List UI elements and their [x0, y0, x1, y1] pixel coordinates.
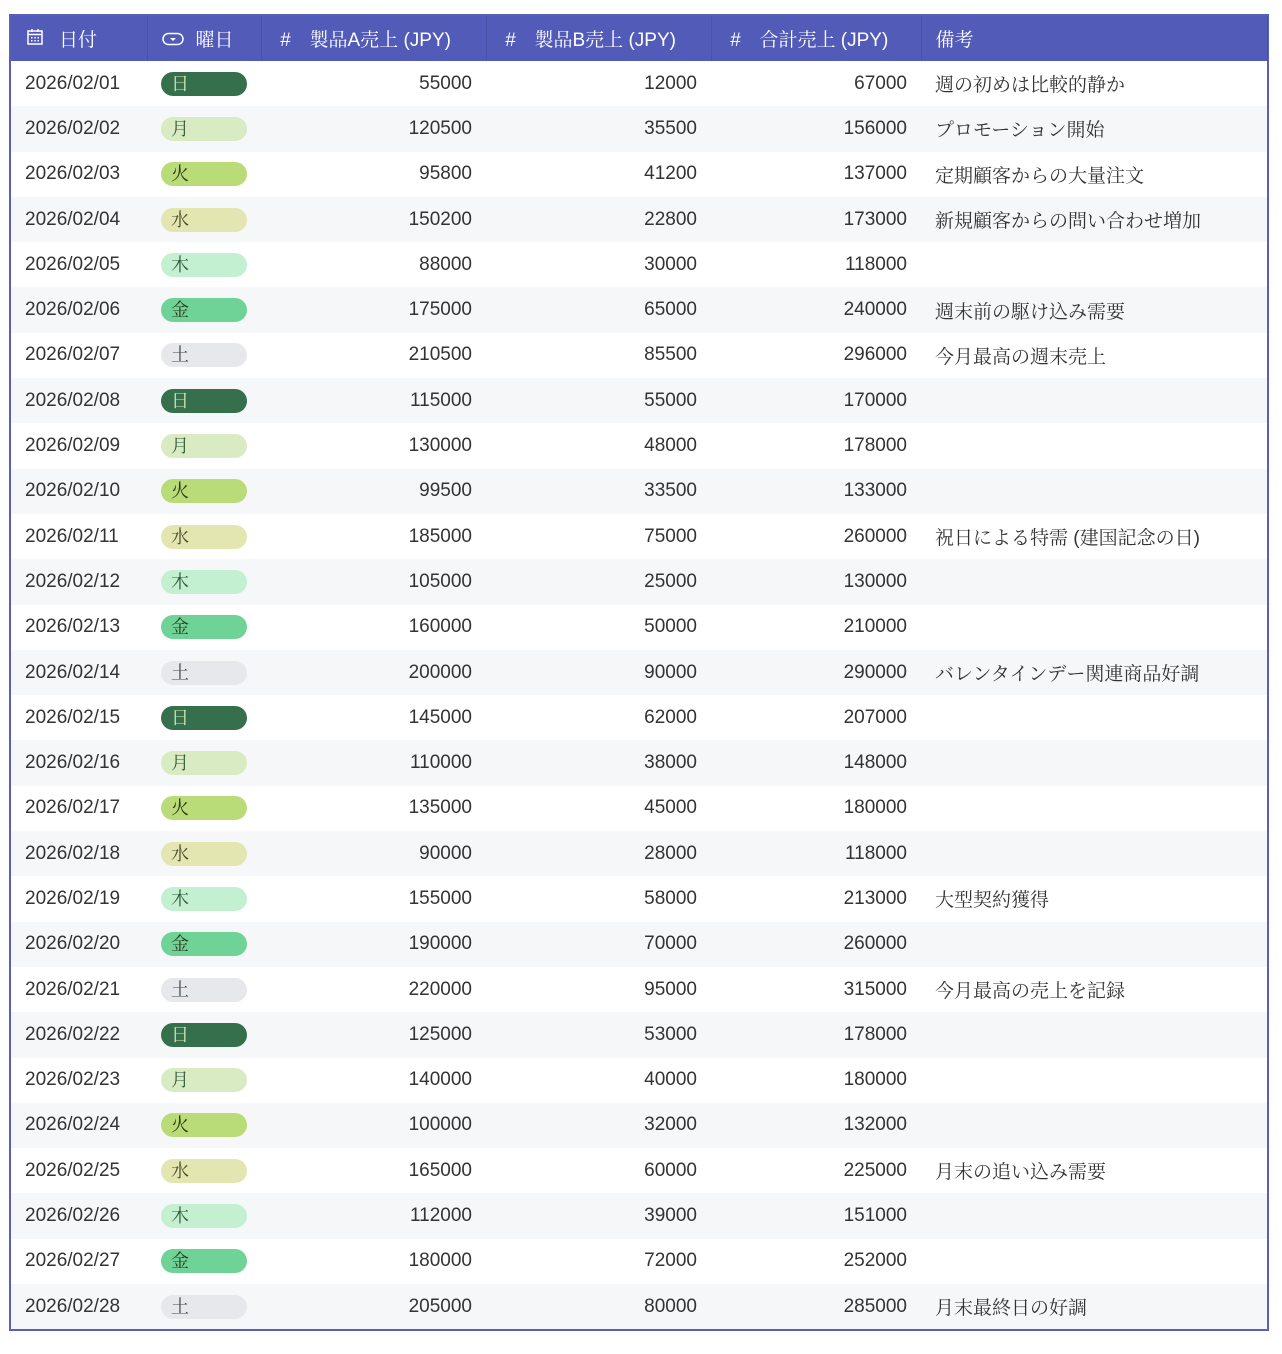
cell-day[interactable] — [147, 1284, 261, 1329]
table-body — [11, 61, 1267, 1329]
cell-product-a[interactable]: 150200 — [261, 197, 486, 242]
cell-date[interactable]: 2026/02/02 — [11, 106, 147, 151]
day-tag: 日 — [161, 706, 247, 730]
cell-total[interactable]: 148000 — [711, 740, 921, 785]
cell-note[interactable]: 今月最高の売上を記録 — [935, 981, 1126, 1003]
table-row — [11, 1058, 1267, 1103]
column-header-total[interactable] — [711, 16, 921, 61]
cell-date[interactable]: 2026/02/27 — [25, 1250, 121, 1272]
header-row — [11, 16, 1267, 61]
cell-date[interactable]: 2026/02/15 — [25, 706, 121, 728]
cell-total[interactable]: 240000 — [711, 287, 921, 332]
cell-day[interactable] — [147, 287, 261, 332]
day-tag: 日 — [161, 1023, 247, 1047]
cell-date[interactable]: 2026/02/14 — [11, 650, 147, 695]
day-tag: 木 — [161, 1204, 247, 1228]
cell-product-b[interactable]: 45000 — [644, 797, 697, 819]
cell-date[interactable]: 2026/02/19 — [25, 887, 121, 909]
cell-product-a[interactable]: 180000 — [408, 1250, 472, 1272]
cell-product-a[interactable]: 135000 — [408, 797, 472, 819]
hash-icon: # — [280, 29, 291, 51]
cell-product-a[interactable]: 190000 — [261, 922, 486, 967]
cell-day[interactable] — [147, 378, 261, 423]
day-tag: 火 — [161, 796, 247, 820]
cell-note[interactable] — [921, 831, 1267, 876]
column-header-date[interactable] — [11, 16, 147, 61]
cell-product-a[interactable]: 160000 — [408, 616, 472, 638]
cell-note[interactable]: 月末の追い込み需要 — [935, 1162, 1107, 1184]
table-row — [11, 469, 1267, 514]
cell-product-b[interactable]: 62000 — [644, 706, 697, 728]
cell-note[interactable]: 祝日による特需 (建国記念の日) — [935, 528, 1200, 550]
table-row — [11, 378, 1267, 423]
cell-note[interactable] — [921, 1058, 1267, 1103]
cell-date[interactable]: 2026/02/20 — [11, 922, 147, 967]
cell-note[interactable]: 定期顧客からの大量注文 — [935, 165, 1145, 187]
cell-product-a[interactable]: 210500 — [408, 344, 472, 366]
cell-product-b[interactable]: 70000 — [486, 922, 711, 967]
table-row — [11, 197, 1267, 242]
cell-total[interactable]: 173000 — [711, 197, 921, 242]
cell-product-a[interactable]: 88000 — [419, 253, 472, 275]
cell-date[interactable]: 2026/02/28 — [11, 1284, 147, 1329]
cell-day[interactable] — [147, 786, 261, 831]
table-row — [11, 650, 1267, 695]
cell-day[interactable] — [147, 514, 261, 559]
cell-total[interactable]: 213000 — [843, 887, 907, 909]
day-tag: 土 — [161, 1295, 247, 1319]
column-header-label: 曜日 — [195, 30, 234, 51]
day-tag: 月 — [161, 117, 247, 141]
table-row — [11, 152, 1267, 197]
cell-product-b[interactable]: 32000 — [486, 1103, 711, 1148]
table-row — [11, 1148, 1267, 1193]
cell-day[interactable] — [147, 152, 261, 197]
cell-date[interactable]: 2026/02/08 — [11, 378, 147, 423]
cell-total[interactable]: 260000 — [711, 922, 921, 967]
column-header-label: 製品A売上 (JPY) — [309, 30, 451, 51]
cell-note[interactable] — [921, 1193, 1267, 1238]
day-tag: 水 — [161, 842, 247, 866]
cell-day[interactable] — [147, 967, 261, 1012]
cell-note[interactable] — [921, 469, 1267, 514]
table-row — [11, 922, 1267, 967]
cell-date[interactable]: 2026/02/18 — [11, 831, 147, 876]
cell-day[interactable] — [147, 1239, 261, 1284]
cell-note[interactable] — [921, 423, 1267, 468]
cell-product-b[interactable]: 53000 — [486, 1012, 711, 1057]
hash-icon: # — [505, 29, 516, 51]
cell-date[interactable]: 2026/02/03 — [25, 163, 121, 185]
cell-day[interactable] — [147, 106, 261, 151]
table-row — [11, 1103, 1267, 1148]
day-tag: 木 — [161, 570, 247, 594]
cell-day[interactable] — [147, 1103, 261, 1148]
cell-day[interactable] — [147, 922, 261, 967]
cell-product-b[interactable]: 50000 — [644, 616, 697, 638]
cell-note[interactable] — [921, 378, 1267, 423]
table-row — [11, 967, 1267, 1012]
cell-note[interactable]: 月末最終日の好調 — [921, 1284, 1267, 1329]
column-header-product-b[interactable] — [486, 16, 711, 61]
day-tag: 金 — [161, 298, 247, 322]
cell-product-a[interactable]: 175000 — [261, 287, 486, 332]
cell-total[interactable]: 225000 — [843, 1159, 907, 1181]
cell-day[interactable] — [147, 740, 261, 785]
cell-day[interactable] — [147, 333, 261, 378]
column-header-product-a[interactable] — [261, 16, 486, 61]
day-tag: 土 — [161, 661, 247, 685]
cell-product-b[interactable]: 85500 — [644, 344, 697, 366]
cell-product-b[interactable]: 48000 — [644, 435, 697, 457]
column-header-label: 合計売上 (JPY) — [759, 30, 889, 51]
cell-product-b[interactable]: 25000 — [486, 559, 711, 604]
cell-date[interactable]: 2026/02/11 — [25, 525, 119, 547]
table-row — [11, 333, 1267, 378]
cell-product-b[interactable]: 41200 — [644, 163, 697, 185]
cell-product-a[interactable]: 165000 — [408, 1159, 472, 1181]
table-row — [11, 695, 1267, 740]
cell-total[interactable]: 130000 — [711, 559, 921, 604]
sales-table — [11, 16, 1268, 1329]
cell-day[interactable] — [147, 423, 261, 468]
table-row — [11, 287, 1267, 332]
day-tag: 火 — [161, 162, 247, 186]
cell-date[interactable]: 2026/02/26 — [11, 1193, 147, 1238]
cell-date[interactable]: 2026/02/01 — [25, 72, 121, 94]
table-row — [11, 1239, 1267, 1284]
day-tag: 日 — [161, 72, 247, 96]
cell-total[interactable]: 151000 — [711, 1193, 921, 1238]
cell-product-a[interactable]: 140000 — [408, 1069, 472, 1091]
cell-product-b[interactable]: 75000 — [644, 525, 697, 547]
cell-date[interactable]: 2026/02/22 — [11, 1012, 147, 1057]
cell-product-b[interactable]: 65000 — [486, 287, 711, 332]
cell-product-a[interactable]: 99500 — [261, 469, 486, 514]
cell-total[interactable]: 180000 — [843, 797, 907, 819]
cell-total[interactable]: 137000 — [843, 163, 907, 185]
day-tag: 金 — [161, 615, 247, 639]
calendar-icon — [25, 28, 45, 52]
cell-product-b[interactable]: 35500 — [486, 106, 711, 151]
cell-note[interactable]: 大型契約獲得 — [935, 890, 1050, 912]
table-row — [11, 876, 1267, 921]
table-row — [11, 786, 1267, 831]
cell-day[interactable] — [147, 605, 261, 650]
cell-product-b[interactable]: 33500 — [486, 469, 711, 514]
cell-date[interactable]: 2026/02/04 — [11, 197, 147, 242]
cell-product-a[interactable]: 100000 — [261, 1103, 486, 1148]
day-tag: 木 — [161, 253, 247, 277]
cell-total[interactable]: 178000 — [843, 435, 907, 457]
cell-date[interactable]: 2026/02/12 — [11, 559, 147, 604]
cell-day[interactable] — [147, 197, 261, 242]
column-header-label: 製品B売上 (JPY) — [534, 30, 676, 51]
select-icon — [162, 30, 182, 52]
cell-date[interactable]: 2026/02/10 — [11, 469, 147, 514]
cell-note[interactable] — [921, 786, 1267, 831]
table-row — [11, 423, 1267, 468]
cell-day[interactable] — [147, 242, 261, 287]
table-row — [11, 740, 1267, 785]
cell-day[interactable] — [147, 61, 261, 106]
day-tag: 月 — [161, 434, 247, 458]
cell-day[interactable] — [147, 695, 261, 740]
day-tag: 水 — [161, 525, 247, 549]
cell-date[interactable]: 2026/02/16 — [11, 740, 147, 785]
cell-product-b[interactable]: 28000 — [486, 831, 711, 876]
cell-total[interactable]: 210000 — [843, 616, 907, 638]
cell-product-b[interactable]: 60000 — [644, 1159, 697, 1181]
cell-date[interactable]: 2026/02/05 — [25, 253, 121, 275]
cell-product-a[interactable]: 120500 — [261, 106, 486, 151]
table-row — [11, 1012, 1267, 1057]
table-row — [11, 831, 1267, 876]
cell-note[interactable]: 今月最高の週末売上 — [935, 346, 1107, 368]
cell-product-a[interactable]: 110000 — [261, 740, 486, 785]
cell-note[interactable] — [921, 1239, 1267, 1284]
cell-total[interactable]: 207000 — [843, 706, 907, 728]
cell-total[interactable]: 133000 — [711, 469, 921, 514]
cell-product-b[interactable]: 90000 — [486, 650, 711, 695]
cell-product-a[interactable]: 95800 — [419, 163, 472, 185]
cell-product-b[interactable]: 95000 — [644, 978, 697, 1000]
cell-date[interactable]: 2026/02/17 — [25, 797, 121, 819]
cell-total[interactable]: 118000 — [845, 253, 907, 275]
cell-total[interactable]: 290000 — [711, 650, 921, 695]
cell-day[interactable] — [147, 559, 261, 604]
day-tag: 水 — [161, 1159, 247, 1183]
cell-total[interactable]: 132000 — [711, 1103, 921, 1148]
table-row — [11, 1284, 1267, 1329]
cell-total[interactable]: 285000 — [711, 1284, 921, 1329]
cell-total[interactable]: 260000 — [843, 525, 907, 547]
table-row — [11, 106, 1267, 151]
cell-date[interactable]: 2026/02/07 — [25, 344, 121, 366]
cell-date[interactable]: 2026/02/06 — [11, 287, 147, 332]
cell-date[interactable]: 2026/02/13 — [25, 616, 121, 638]
cell-date[interactable]: 2026/02/21 — [25, 978, 121, 1000]
cell-product-b[interactable]: 12000 — [644, 72, 697, 94]
cell-product-a[interactable]: 90000 — [261, 831, 486, 876]
cell-note[interactable] — [921, 559, 1267, 604]
cell-product-a[interactable]: 125000 — [261, 1012, 486, 1057]
cell-note[interactable] — [921, 242, 1267, 287]
day-tag: 月 — [161, 1068, 247, 1092]
column-header-day[interactable] — [147, 16, 261, 61]
day-tag: 土 — [161, 978, 247, 1002]
cell-date[interactable]: 2026/02/24 — [11, 1103, 147, 1148]
cell-product-a[interactable]: 55000 — [419, 72, 472, 94]
cell-product-b[interactable]: 30000 — [644, 253, 697, 275]
cell-note[interactable]: 週の初めは比較的静か — [935, 75, 1126, 97]
cell-total[interactable]: 178000 — [711, 1012, 921, 1057]
column-header-label: 備考 — [935, 30, 974, 51]
cell-product-a[interactable]: 115000 — [261, 378, 486, 423]
column-header-label: 日付 — [59, 29, 98, 51]
cell-product-a[interactable]: 200000 — [261, 650, 486, 695]
cell-note[interactable] — [921, 740, 1267, 785]
cell-date[interactable]: 2026/02/23 — [25, 1069, 121, 1091]
cell-day[interactable] — [147, 831, 261, 876]
cell-product-a[interactable]: 112000 — [261, 1193, 486, 1238]
cell-product-a[interactable]: 205000 — [261, 1284, 486, 1329]
cell-total[interactable]: 156000 — [711, 106, 921, 151]
day-tag: 金 — [161, 932, 247, 956]
cell-product-a[interactable]: 130000 — [408, 435, 472, 457]
table-row — [11, 559, 1267, 604]
cell-product-b[interactable]: 40000 — [644, 1069, 697, 1091]
cell-product-b[interactable]: 39000 — [486, 1193, 711, 1238]
cell-total[interactable]: 296000 — [843, 344, 907, 366]
cell-note[interactable] — [921, 1103, 1267, 1148]
day-tag: 水 — [161, 208, 247, 232]
cell-total[interactable]: 67000 — [854, 72, 907, 94]
table-row — [11, 605, 1267, 650]
day-tag: 金 — [161, 1249, 247, 1273]
cell-date[interactable]: 2026/02/09 — [25, 435, 121, 457]
cell-product-b[interactable]: 22800 — [486, 197, 711, 242]
cell-product-b[interactable]: 80000 — [486, 1284, 711, 1329]
cell-product-b[interactable]: 58000 — [644, 887, 697, 909]
day-tag: 土 — [161, 343, 247, 367]
cell-day[interactable] — [147, 876, 261, 921]
day-tag: 月 — [161, 751, 247, 775]
cell-total[interactable]: 118000 — [711, 831, 921, 876]
cell-product-b[interactable]: 55000 — [486, 378, 711, 423]
column-header-notes[interactable] — [921, 16, 1267, 61]
cell-day[interactable] — [147, 1148, 261, 1193]
cell-total[interactable]: 180000 — [843, 1069, 907, 1091]
cell-note[interactable]: プロモーション開始 — [921, 106, 1267, 151]
table-row — [11, 61, 1267, 106]
cell-total[interactable]: 252000 — [843, 1250, 907, 1272]
cell-day[interactable] — [147, 469, 261, 514]
cell-note[interactable]: バレンタインデー関連商品好調 — [921, 650, 1267, 695]
cell-note[interactable] — [921, 922, 1267, 967]
cell-day[interactable] — [147, 1058, 261, 1103]
cell-product-a[interactable]: 185000 — [408, 525, 472, 547]
cell-note[interactable] — [921, 605, 1267, 650]
cell-product-a[interactable]: 105000 — [261, 559, 486, 604]
cell-product-a[interactable]: 220000 — [408, 978, 472, 1000]
cell-day[interactable] — [147, 650, 261, 695]
cell-product-a[interactable]: 155000 — [408, 887, 472, 909]
day-tag: 火 — [161, 1113, 247, 1137]
cell-date[interactable]: 2026/02/25 — [25, 1159, 121, 1181]
cell-product-b[interactable]: 38000 — [486, 740, 711, 785]
day-tag: 木 — [161, 887, 247, 911]
cell-note[interactable] — [921, 1012, 1267, 1057]
sales-data-grid — [9, 14, 1269, 1331]
day-tag: 火 — [161, 479, 247, 503]
cell-product-a[interactable]: 145000 — [408, 706, 472, 728]
table-row — [11, 242, 1267, 287]
hash-icon: # — [730, 29, 741, 51]
cell-note[interactable] — [921, 695, 1267, 740]
cell-note[interactable]: 週末前の駆け込み需要 — [921, 287, 1267, 332]
cell-note[interactable]: 新規顧客からの問い合わせ増加 — [921, 197, 1267, 242]
cell-total[interactable]: 315000 — [843, 978, 907, 1000]
table-row — [11, 514, 1267, 559]
day-tag: 日 — [161, 389, 247, 413]
cell-day[interactable] — [147, 1193, 261, 1238]
cell-total[interactable]: 170000 — [711, 378, 921, 423]
table-row — [11, 1193, 1267, 1238]
cell-product-b[interactable]: 72000 — [644, 1250, 697, 1272]
cell-day[interactable] — [147, 1012, 261, 1057]
